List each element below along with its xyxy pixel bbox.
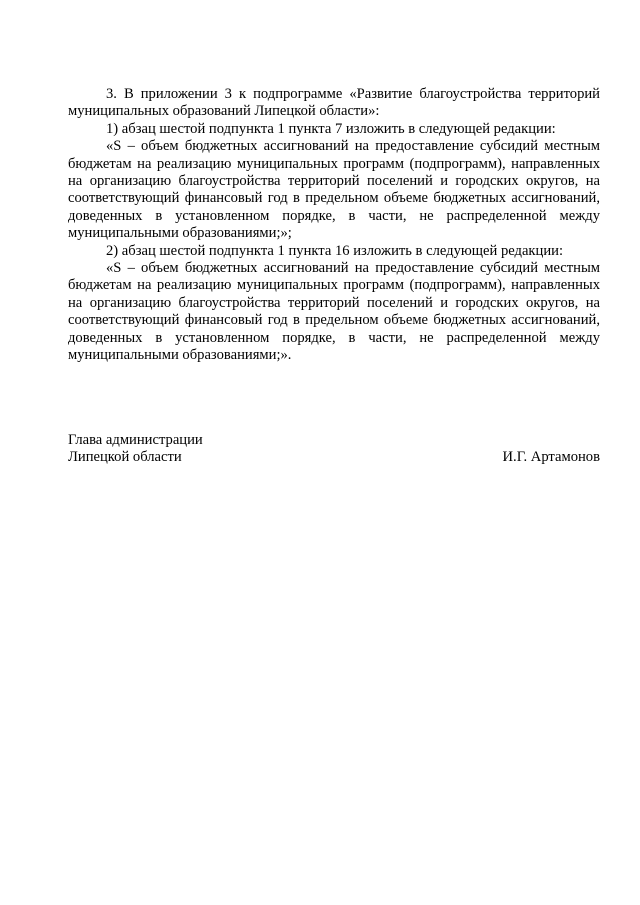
paragraph-item-3: 3. В приложении 3 к подпрограмме «Развитие благоустройства территорий муниципальных образований Липецкой области»: [68, 86, 600, 120]
signature-block [68, 432, 600, 467]
signature-line-1 [68, 432, 600, 449]
signatory-position-line2: Липецкой области [68, 449, 182, 466]
paragraph-quote-1: «S – объем бюджетных ассигнований на предоставление субсидий местным бюджетам на реализацию муниципальных программ (подпрограмм), направленных на организацию благоустройства территорий поселений и городских округов, на соответствующий финансовый год в предельном объеме бюджетных ассигнований, доведенных в установленном порядке, в части, не распределенной между муниципальными образованиями;»; [68, 138, 600, 242]
document-body [68, 86, 600, 365]
paragraph-subitem-1: 1) абзац шестой подпункта 1 пункта 7 изложить в следующей редакции: [106, 120, 556, 137]
paragraph-subitem-2: 2) абзац шестой подпункта 1 пункта 16 изложить в следующей редакции: [106, 242, 564, 259]
signature-line-2 [68, 449, 600, 466]
signatory-name: И.Г. Артамонов [502, 449, 600, 466]
signatory-position-line1: Глава администрации [68, 432, 203, 448]
paragraph-quote-2: «S – объем бюджетных ассигнований на предоставление субсидий местным бюджетам на реализацию муниципальных программ (подпрограмм), направленных на организацию благоустройства территорий поселений и городских округов, на соответствующий финансовый год в предельном объеме бюджетных ассигнований, доведенных в установленном порядке, в части, не распределенной между муниципальными образованиями;». [68, 260, 600, 364]
